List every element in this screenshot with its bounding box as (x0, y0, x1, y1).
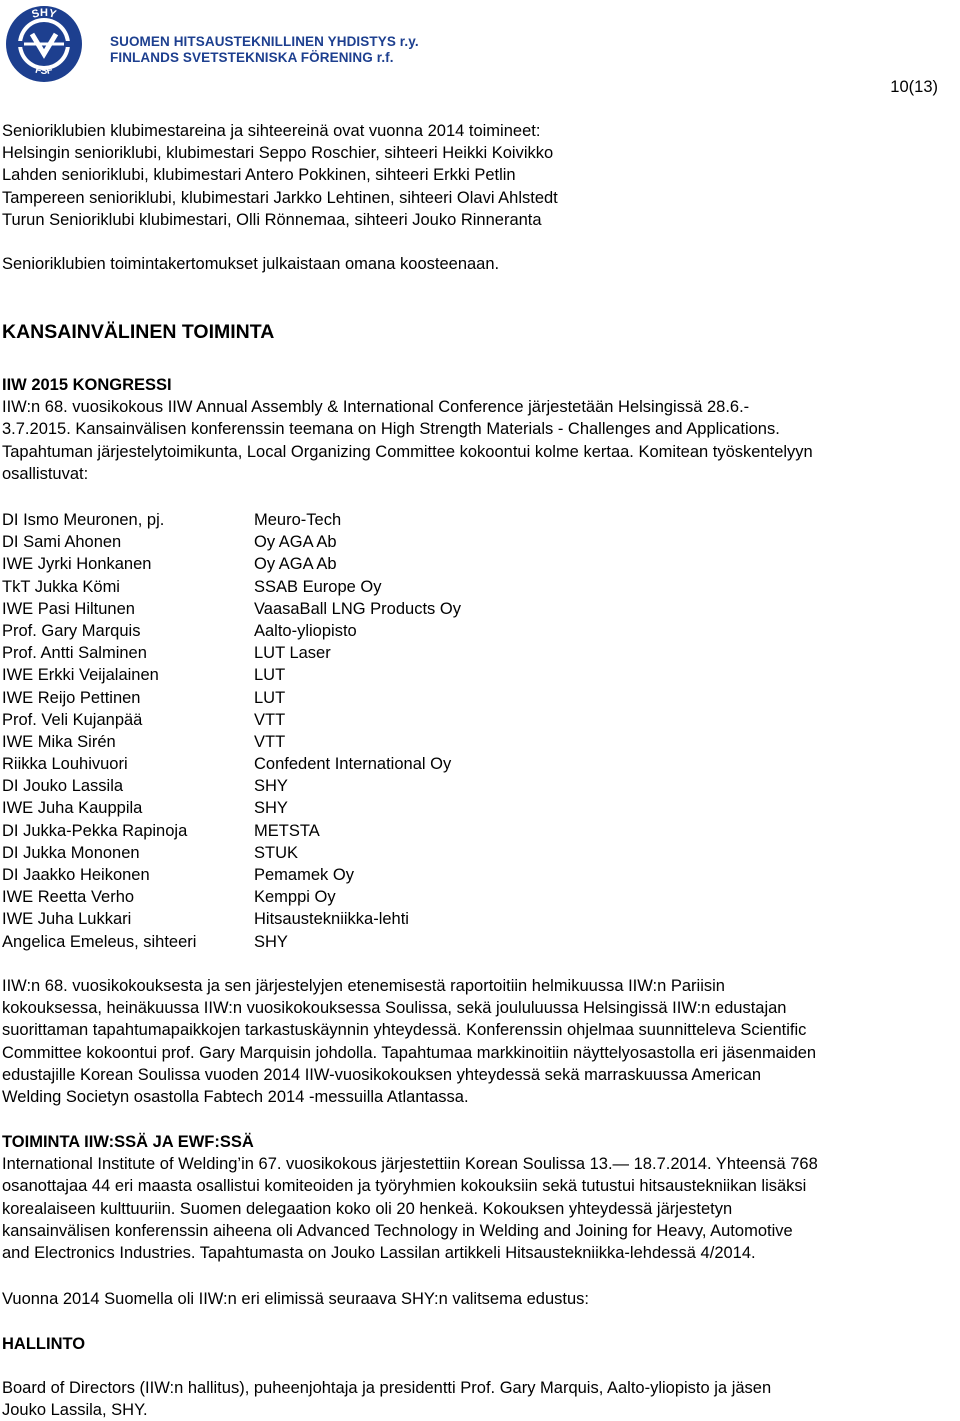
committee-row (2, 598, 722, 620)
member-org: Hitsaustekniikka-lehti (254, 910, 409, 929)
member-org: STUK (254, 843, 299, 862)
org-name-sv: FINLANDS SVETSTEKNISKA FÖRENING r.f. (110, 50, 394, 65)
committee-row (2, 553, 722, 575)
text-line: kokouksessa, heinäkuussa IIW:n vuosikokouksessa Soulissa, sekä joululuussa Helsingissä IIW:n edustajan (2, 999, 787, 1018)
member-name: DI Jouko Lassila (2, 777, 124, 796)
member-name: IWE Pasi Hiltunen (2, 599, 135, 618)
member-name: Riikka Louhivuori (2, 755, 128, 774)
committee-row (2, 775, 722, 797)
shy-logo (4, 4, 84, 84)
committee-row (2, 753, 722, 775)
text-line: Welding Societyn osastolla Fabtech 2014 -messuilla Atlantassa. (2, 1088, 469, 1107)
member-name: DI Sami Ahonen (2, 533, 122, 552)
committee-row (2, 576, 722, 598)
svg-text:SHY: SHY (30, 6, 58, 21)
text-line: kansainvälisen konferenssin aiheena oli Advanced Technology in Welding and Joining for Heavy, Automotive (2, 1221, 793, 1240)
text-line: Tapahtuman järjestelytoimikunta, Local Organizing Committee kokoontui kolme kertaa. Komitean työskentelyyn (2, 442, 813, 461)
hallinto-heading: HALLINTO (2, 1335, 86, 1353)
iiw-congress-section (2, 374, 958, 485)
org-name (110, 34, 419, 66)
section-title-international: KANSAINVÄLINEN TOIMINTA (2, 321, 275, 343)
text-line: Helsingin senioriklubi, klubimestari Seppo Roschier, sihteeri Heikki Koivikko (2, 144, 554, 163)
committee-row (2, 642, 722, 664)
text-line: and Electronics Industries. Tapahtumasta on Jouko Lassilan artikkeli Hitsaustekniikka-lehdessä 4/2014. (2, 1244, 756, 1263)
text-line: International Institute of Welding’in 67. vuosikokous järjestettiin Korean Soulissa 13.— 18.7.2014. Yhteensä 768 (2, 1155, 818, 1174)
text-line: IIW:n 68. vuosikokous IIW Annual Assembly & International Conference järjestetään Helsingissä 28.6.- (2, 398, 750, 417)
hallinto-text (2, 1377, 958, 1421)
member-org: Pemamek Oy (254, 866, 354, 884)
text-line: korealaiseen kulttuuriin. Suomen delegaation koko oli 20 henkeä. Kokouksen yhteydessä järjestetyn (2, 1199, 733, 1218)
member-name: Prof. Gary Marquis (2, 621, 141, 640)
committee-row (2, 864, 722, 886)
text-line: Vuonna 2014 Suomella oli IIW:n eri elimissä seuraava SHY:n valitsema edustus: (2, 1290, 589, 1308)
member-name: IWE Juha Kauppila (2, 799, 143, 818)
committee-row (2, 509, 722, 531)
org-name-fi: SUOMEN HITSAUSTEKNILLINEN YHDISTYS r.y. (110, 34, 419, 49)
member-org: Oy AGA Ab (254, 555, 337, 574)
senior-clubs-section (2, 120, 958, 231)
member-name: IWE Mika Sirén (2, 732, 116, 751)
hallinto-section (2, 1333, 958, 1355)
committee-row (2, 664, 722, 686)
text-line: Lahden senioriklubi, klubimestari Antero Pokkinen, sihteeri Erkki Petlin (2, 166, 516, 185)
member-org: SSAB Europe Oy (254, 577, 382, 596)
text-line: 3.7.2015. Kansainvälisen konferenssin teemana on High Strength Materials - Challenges and Applications. (2, 420, 780, 439)
member-name: IWE Jyrki Honkanen (2, 555, 152, 574)
member-name: Angelica Emeleus, sihteeri (2, 932, 197, 951)
committee-row (2, 820, 722, 842)
member-org: VTT (254, 732, 286, 751)
member-org: SHY (254, 932, 288, 951)
member-org: Meuro-Tech (254, 511, 342, 529)
text-line: Senioriklubien toimintakertomukset julkaistaan omana koosteenaan. (2, 255, 500, 273)
member-name: IWE Juha Lukkari (2, 910, 132, 929)
iiw-ewf-section (2, 1131, 958, 1264)
member-org: SHY (254, 799, 288, 818)
member-org: Kemppi Oy (254, 888, 336, 907)
committee-list (2, 509, 722, 953)
text-line: suorittaman tapahtumapaikkojen tarkastuskäynnin yhteydessä. Konferenssin ohjelmaa suunnitteleva Scientific (2, 1021, 807, 1040)
iiw-congress-heading: IIW 2015 KONGRESSI (2, 376, 172, 394)
committee-row (2, 731, 722, 753)
member-org: LUT Laser (254, 644, 331, 663)
member-org: SHY (254, 777, 288, 796)
member-name: DI Jaakko Heikonen (2, 866, 150, 884)
text-line: Jouko Lassila, SHY. (2, 1401, 148, 1420)
committee-row (2, 687, 722, 709)
text-line: osallistuvat: (2, 464, 89, 483)
committee-row (2, 620, 722, 642)
member-name: DI Jukka-Pekka Rapinoja (2, 821, 188, 840)
committee-row (2, 931, 722, 953)
member-name: DI Ismo Meuronen, pj. (2, 511, 165, 529)
member-org: VaasaBall LNG Products Oy (254, 599, 461, 618)
senior-reports-note (2, 253, 958, 275)
committee-row (2, 709, 722, 731)
member-name: DI Jukka Mononen (2, 843, 140, 862)
committee-row (2, 842, 722, 864)
text-line: Senioriklubien klubimestareina ja sihteereinä ovat vuonna 2014 toimineet: (2, 122, 541, 140)
member-org: LUT (254, 666, 286, 685)
svg-text:FSF: FSF (34, 64, 54, 77)
member-org: Oy AGA Ab (254, 533, 337, 552)
committee-row (2, 908, 722, 930)
member-name: IWE Erkki Veijalainen (2, 666, 159, 685)
member-org: LUT (254, 688, 286, 707)
member-org: Aalto-yliopisto (254, 621, 357, 640)
text-line: osanottajaa 44 eri maasta osallistui komiteoiden ja työryhmien kokouksiin sekä tutustui hitsaustekniikan lisäksi (2, 1177, 807, 1196)
text-line: Board of Directors (IIW:n hallitus), puheenjohtaja ja presidentti Prof. Gary Marquis, Aalto-yliopisto ja jäsen (2, 1379, 772, 1397)
committee-row (2, 886, 722, 908)
iiw68-report-section (2, 975, 958, 1108)
member-org: METSTA (254, 821, 320, 840)
text-line: Committee kokoontui prof. Gary Marquisin johdolla. Tapahtumaa markkinoitiin näyttelyosastolla eri jäsenmaiden (2, 1043, 817, 1062)
text-line: Tampereen senioriklubi, klubimestari Jarkko Lehtinen, sihteeri Olavi Ahlstedt (2, 188, 558, 207)
representation-note (2, 1288, 958, 1310)
member-org: VTT (254, 710, 286, 729)
member-name: IWE Reijo Pettinen (2, 688, 141, 707)
text-line: Turun Senioriklubi klubimestari, Olli Rönnemaa, sihteeri Jouko Rinneranta (2, 210, 542, 229)
committee-row (2, 531, 722, 553)
iiw-ewf-heading: TOIMINTA IIW:SSÄ JA EWF:SSÄ (2, 1133, 254, 1151)
text-line: IIW:n 68. vuosikokouksesta ja sen järjestelyjen etenemisestä raportoitiin helmikuussa IIW:n Pariisin (2, 977, 725, 995)
member-name: IWE Reetta Verho (2, 888, 135, 907)
page-number: 10(13) (890, 78, 938, 96)
committee-row (2, 797, 722, 819)
member-name: TkT Jukka Kömi (2, 577, 120, 596)
text-line: edustajille Korean Soulissa vuoden 2014 IIW-vuosikokouksen yhteydessä sekä marraskuussa American (2, 1065, 762, 1084)
member-org: Confedent International Oy (254, 755, 452, 774)
member-name: Prof. Antti Salminen (2, 644, 147, 663)
member-name: Prof. Veli Kujanpää (2, 710, 143, 729)
